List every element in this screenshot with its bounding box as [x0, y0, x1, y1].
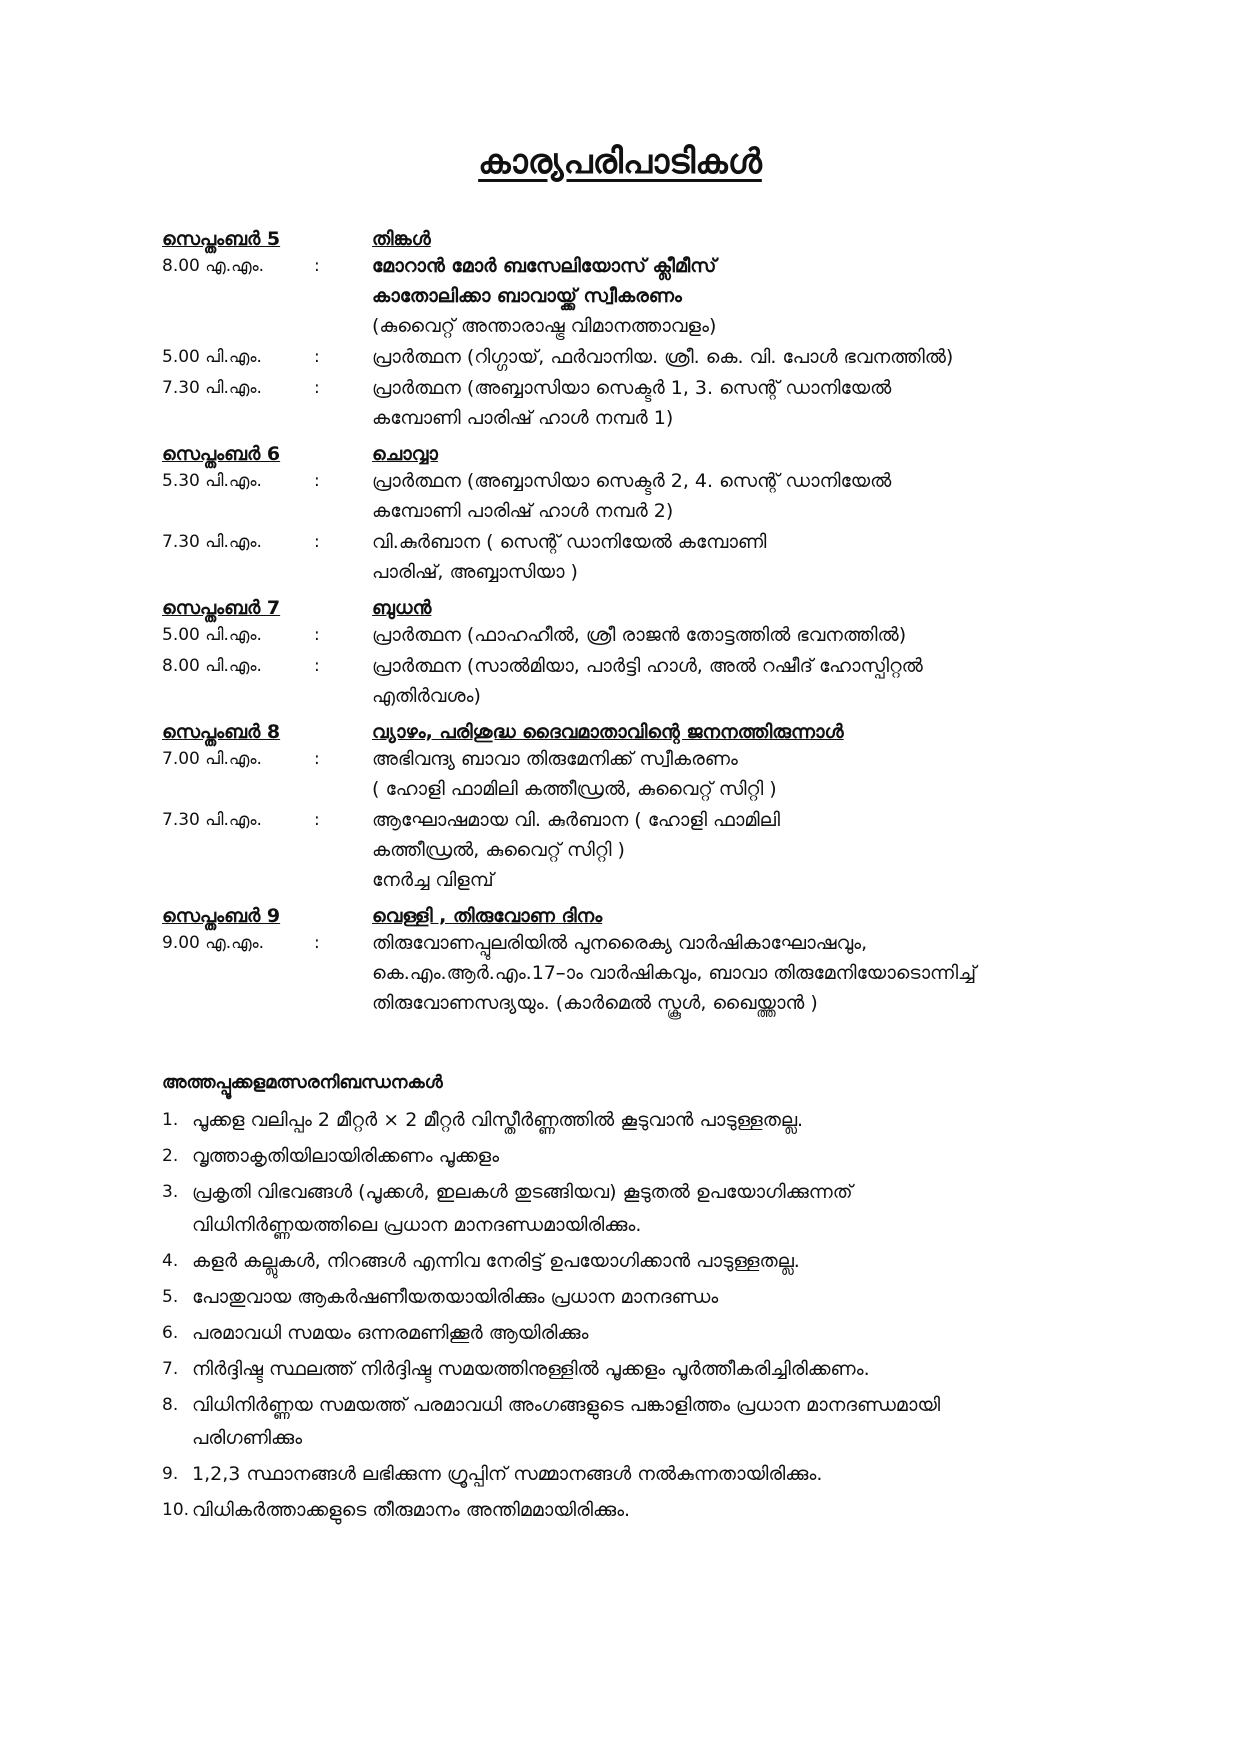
- day-name: വെള്ളി , തിരുവോണ ദിനം: [372, 905, 603, 927]
- rule-item: [162, 1494, 1122, 1527]
- day-date: സെപ്തംബർ 9: [162, 905, 281, 927]
- entry-line: കമ്പോണി പാരിഷ് ഹാൾ നമ്പർ 1): [372, 407, 674, 429]
- day-date: സെപ്തംബർ 8: [162, 721, 281, 743]
- rule-line: പൂക്കള വലിപ്പം 2 മീറ്റർ × 2 മീറ്റർ വിസ്തീർണ്ണത്തിൽ കൂടുവാൻ പാടുള്ളതല്ല.: [192, 1109, 804, 1131]
- entry-line: (കുവൈറ്റ് അന്താരാഷ്ട്ര വിമാനത്താവളം): [372, 315, 717, 337]
- rules-heading: അത്തപ്പൂക്കളമത്സരനിബന്ധനകൾ: [162, 1072, 443, 1093]
- rule-line: പരിഗണിക്കും: [192, 1427, 303, 1449]
- entry-time: 8.00 എ.എം.: [162, 256, 265, 276]
- day-name: ചൊവ്വാ: [372, 443, 438, 465]
- schedule-entry: [162, 251, 1122, 341]
- entry-line: പ്രാർത്ഥന (അബ്ബാസിയാ സെക്ടർ 1, 3. സെന്റ് ഡാനിയേൽ: [372, 377, 892, 399]
- rule-line: 1,2,3 സ്ഥാനങ്ങൾ ലഭിക്കുന്ന ഗ്രൂപ്പിന് സമ്മാനങ്ങൾ നൽകുന്നതായിരിക്കും.: [192, 1463, 823, 1485]
- rule-line: വിധിനിർണ്ണയ സമയത്ത് പരമാവധി അംഗങ്ങളുടെ പങ്കാളിത്തം പ്രധാന മാനദണ്ഡമായി: [192, 1394, 941, 1416]
- entry-line: തിരുവോണസദ്യയും. (കാർമെൽ സ്കൂൾ, ഖൈയ്ത്താൻ ): [372, 992, 818, 1014]
- rule-line: പോതുവായ ആകർഷണീയതയായിരിക്കും പ്രധാന മാനദണ്ഡം: [192, 1286, 719, 1308]
- rule-number: 1.: [162, 1110, 179, 1130]
- entry-line: കെ.എം.ആർ.എം.17–ാം വാർഷികവും, ബാവാ തിരുമേനിയോടൊന്നിച്ച്: [372, 962, 977, 984]
- entry-line: കമ്പോണി പാരിഷ് ഹാൾ നമ്പർ 2): [372, 500, 674, 522]
- entry-line: നേർച്ച വിളമ്പ്: [372, 869, 494, 891]
- schedule-entry: [162, 805, 1122, 895]
- rule-text: [192, 1245, 1122, 1278]
- rule-number: 4.: [162, 1251, 179, 1271]
- day-date: സെപ്തംബർ 7: [162, 597, 281, 619]
- entry-line: പ്രാർത്ഥന (ഫാഹഹീൽ, ശ്രീ രാജൻ തോട്ടത്തിൽ ഭവനത്തിൽ): [372, 624, 907, 646]
- entry-time: 7.30 പി.എം.: [162, 378, 262, 398]
- rule-line: വിധിനിർണ്ണയത്തിലെ പ്രധാന മാനദണ്ഡമായിരിക്കും.: [192, 1214, 642, 1236]
- rules-section: [162, 1065, 1122, 1527]
- entry-line: ആഘോഷമായ വി. കുർബാന ( ഹോളി ഫാമിലി: [372, 809, 780, 831]
- entry-time: 5.00 പി.എം.: [162, 625, 262, 645]
- rule-number: 5.: [162, 1287, 179, 1307]
- day-heading: [162, 897, 1122, 927]
- entry-line: തിരുവോണപ്പുലരിയിൽ പുനരൈക്യ വാർഷികാഘോഷവും,: [372, 932, 868, 954]
- day-name: തിങ്കൾ: [372, 228, 431, 250]
- rule-number: 8.: [162, 1395, 179, 1415]
- entry-description: [372, 928, 1122, 1018]
- entry-time: 5.00 പി.എം.: [162, 347, 262, 367]
- schedule-entry: [162, 620, 1122, 650]
- day-heading: [162, 589, 1122, 619]
- day-date: സെപ്തംബർ 5: [162, 228, 281, 250]
- entry-colon: :: [314, 471, 320, 491]
- entry-time: 9.00 എ.എം.: [162, 933, 265, 953]
- rules-list: [162, 1104, 1122, 1527]
- day-name: ബുധൻ: [372, 597, 432, 619]
- schedule: [162, 218, 1122, 1018]
- entry-line: പ്രാർത്ഥന (സാൽമിയാ, പാർട്ടി ഹാൾ, അൽ റഷീദ് ഹോസ്പിറ്റൽ: [372, 655, 923, 677]
- rule-text: [192, 1353, 1122, 1386]
- rule-item: [162, 1389, 1122, 1455]
- entry-colon: :: [314, 625, 320, 645]
- entry-colon: :: [314, 532, 320, 552]
- entry-colon: :: [314, 378, 320, 398]
- rule-number: 10.: [162, 1500, 190, 1520]
- rule-text: [192, 1176, 1122, 1242]
- rule-line: പ്രകൃതി വിഭവങ്ങൾ (പൂക്കൾ, ഇലകൾ തുടങ്ങിയവ) കൂടുതൽ ഉപയോഗിക്കുന്നത്: [192, 1181, 853, 1203]
- rule-item: [162, 1353, 1122, 1386]
- rule-line: വൃത്താകൃതിയിലായിരിക്കണം പൂക്കളം: [192, 1145, 500, 1167]
- rule-item: [162, 1140, 1122, 1173]
- entry-description: [372, 805, 1122, 895]
- rule-text: [192, 1494, 1122, 1527]
- rule-item: [162, 1281, 1122, 1314]
- schedule-entry: [162, 342, 1122, 372]
- rule-item: [162, 1245, 1122, 1278]
- day-heading: [162, 220, 1122, 250]
- schedule-entry: [162, 651, 1122, 711]
- page-title: കാര്യപരിപാടികൾ: [478, 142, 762, 182]
- rule-number: 2.: [162, 1146, 179, 1166]
- entry-colon: :: [314, 656, 320, 676]
- entry-line: എതിർവശം): [372, 685, 481, 707]
- entry-line: പ്രാർത്ഥന (റിഗ്ഗായ്, ഫർവാനിയ. ശ്രീ. കെ. വി. പോൾ ഭവനത്തിൽ): [372, 346, 954, 368]
- entry-time: 7.30 പി.എം.: [162, 810, 262, 830]
- entry-colon: :: [314, 347, 320, 367]
- rule-number: 6.: [162, 1323, 179, 1343]
- entry-description: [372, 251, 1122, 341]
- rule-item: [162, 1104, 1122, 1137]
- rule-item: [162, 1176, 1122, 1242]
- schedule-entry: [162, 527, 1122, 587]
- day-date: സെപ്തംബർ 6: [162, 443, 281, 465]
- entry-colon: :: [314, 933, 320, 953]
- rule-number: 3.: [162, 1182, 179, 1202]
- rule-number: 7.: [162, 1359, 179, 1379]
- rule-text: [192, 1281, 1122, 1314]
- entry-colon: :: [314, 256, 320, 276]
- day-heading: [162, 435, 1122, 465]
- entry-description: [372, 651, 1122, 711]
- entry-line: പ്രാർത്ഥന (അബ്ബാസിയാ സെക്ടർ 2, 4. സെന്റ് ഡാനിയേൽ: [372, 470, 892, 492]
- rule-line: കളർ കല്ലുകൾ, നിറങ്ങൾ എന്നിവ നേരിട്ട് ഉപയോഗിക്കാൻ പാടുള്ളതല്ല.: [192, 1250, 800, 1272]
- entry-line: മോറാൻ മോർ ബസേലിയോസ് ക്ലീമീസ്: [372, 255, 717, 277]
- rule-item: [162, 1458, 1122, 1491]
- entry-description: [372, 620, 1122, 650]
- schedule-entry: [162, 744, 1122, 804]
- entry-description: [372, 342, 1122, 372]
- rule-text: [192, 1389, 1122, 1455]
- schedule-entry: [162, 928, 1122, 1018]
- rule-line: വിധികർത്താക്കളുടെ തീരുമാനം അന്തിമമായിരിക്കും.: [192, 1499, 631, 1521]
- schedule-entry: [162, 373, 1122, 433]
- entry-colon: :: [314, 749, 320, 769]
- rule-text: [192, 1140, 1122, 1173]
- entry-line: കത്തീഡ്രൽ, കുവൈറ്റ് സിറ്റി ): [372, 839, 625, 861]
- entry-line: വി.കുർബാന ( സെന്റ് ഡാനിയേൽ കമ്പോണി: [372, 531, 767, 553]
- entry-line: അഭിവന്ദ്യ ബാവാ തിരുമേനിക്ക് സ്വീകരണം: [372, 748, 738, 770]
- entry-time: 5.30 പി.എം.: [162, 471, 262, 491]
- rule-number: 9.: [162, 1464, 179, 1484]
- rule-text: [192, 1458, 1122, 1491]
- rule-line: നിർദ്ദിഷ്ട സ്ഥലത്ത് നിർദ്ദിഷ്ട സമയത്തിനുള്ളിൽ പൂക്കളം പൂർത്തീകരിച്ചിരിക്കണം.: [192, 1358, 870, 1380]
- entry-time: 8.00 പി.എം.: [162, 656, 262, 676]
- entry-colon: :: [314, 810, 320, 830]
- entry-description: [372, 527, 1122, 587]
- day-name: വ്യാഴം, പരിശുദ്ധ ദൈവമാതാവിന്റെ ജനനത്തിരുന്നാൾ: [372, 721, 844, 743]
- entry-description: [372, 373, 1122, 433]
- rule-line: പരമാവധി സമയം ഒന്നരമണിക്കൂർ ആയിരിക്കും: [192, 1322, 589, 1344]
- entry-line: കാതോലിക്കാ ബാവായ്ക്ക് സ്വീകരണം: [372, 285, 682, 307]
- entry-description: [372, 466, 1122, 526]
- day-heading: [162, 713, 1122, 743]
- entry-description: [372, 744, 1122, 804]
- schedule-entry: [162, 466, 1122, 526]
- entry-time: 7.30 പി.എം.: [162, 532, 262, 552]
- entry-line: ( ഹോളി ഫാമിലി കത്തീഡ്രൽ, കുവൈറ്റ് സിറ്റി ): [372, 778, 777, 800]
- entry-time: 7.00 പി.എം.: [162, 749, 262, 769]
- entry-line: പാരിഷ്, അബ്ബാസിയാ ): [372, 561, 578, 583]
- rule-text: [192, 1104, 1122, 1137]
- rule-item: [162, 1317, 1122, 1350]
- rule-text: [192, 1317, 1122, 1350]
